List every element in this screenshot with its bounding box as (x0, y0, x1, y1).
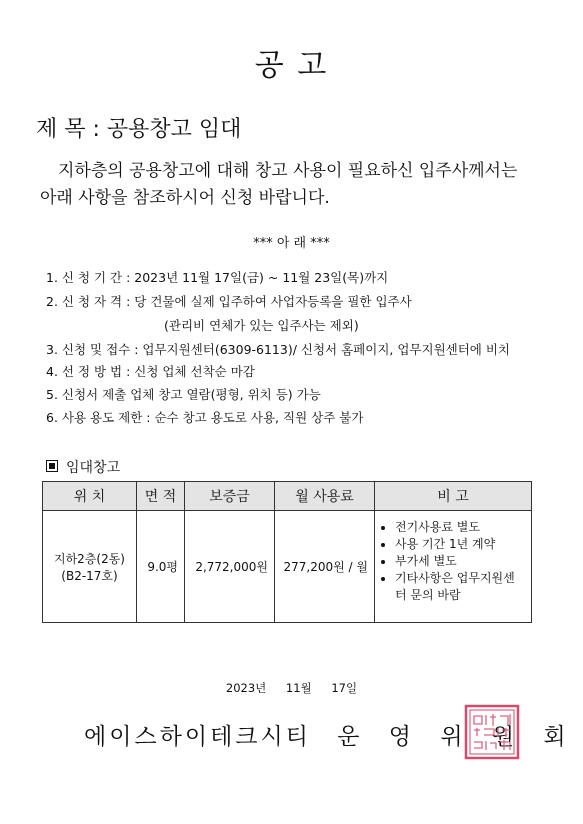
section-heading-label: 임대창고 (66, 460, 121, 476)
notice-title: 공 고 (254, 48, 329, 83)
intro-line-2: 아래 사항을 참조하시어 신청 바랍니다. (40, 188, 330, 208)
location-line-1: 지하2층(2동) (53, 551, 125, 566)
subject-line: 제 목 : 공용창고 임대 (36, 117, 242, 142)
table-header-row (43, 482, 532, 511)
notes-list (381, 519, 525, 604)
center-label: *** 아 래 *** (253, 236, 330, 251)
header-location: 위 치 (43, 482, 137, 511)
header-deposit: 보증금 (185, 482, 275, 511)
section-heading (46, 457, 120, 477)
note-item: • 사용 기간 1년 계약 (395, 536, 525, 553)
note-item: • 부가세 별도 (395, 553, 525, 570)
location-line-2: (B2-17호) (61, 568, 118, 583)
item-3: 3. 신청 및 접수 : 업무지원센터(6309-6113)/ 신청서 홈페이지, 업무지원센터에 비치 (46, 342, 510, 357)
item-1: 1. 신 청 기 간 : 2023년 11월 17일(금) ~ 11월 23일(목)까지 (46, 270, 389, 285)
cell-location (43, 511, 137, 623)
note-item: • 전기사용료 별도 (395, 519, 525, 536)
header-area: 면 적 (137, 482, 185, 511)
cell-area: 9.0평 (137, 511, 185, 623)
item-2: 2. 신 청 자 격 : 당 건물에 실제 입주하여 사업자등록을 필한 입주사 (46, 294, 412, 309)
table-row (43, 511, 532, 623)
header-notes: 비 고 (375, 482, 532, 511)
item-2-note: (관리비 연체가 있는 입주사는 제외) (164, 318, 359, 333)
official-seal (464, 704, 520, 760)
note-item: • 기타사항은 업무지원센터 문의 바람 (395, 570, 525, 604)
storage-table (42, 481, 532, 623)
cell-monthly-fee: 277,200원 / 월 (275, 511, 375, 623)
cell-deposit: 2,772,000원 (185, 511, 275, 623)
issue-date: 2023년 11월 17일 (225, 681, 358, 695)
intro-line-1: 지하층의 공용창고에 대해 창고 사용이 필요하신 입주사께서는 (58, 161, 518, 181)
item-4: 4. 선 정 방 법 : 신청 업체 선착순 마감 (46, 364, 255, 379)
square-bullet-icon (46, 460, 58, 472)
item-6: 6. 사용 용도 제한 : 순수 창고 용도로 사용, 직원 상주 불가 (46, 410, 364, 425)
issuer-name: 에이스하이테크시티 운 영 위 원 회 (84, 724, 569, 750)
item-5: 5. 신청서 제출 업체 창고 열람(평형, 위치 등) 가능 (46, 387, 321, 402)
cell-notes (375, 511, 532, 623)
header-monthly-fee: 월 사용료 (275, 482, 375, 511)
